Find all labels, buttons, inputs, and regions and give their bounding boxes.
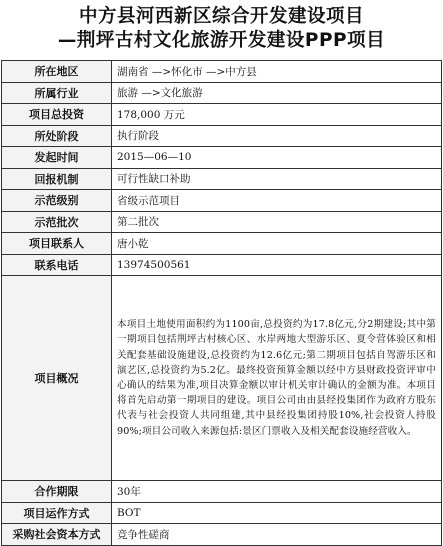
row-value: 唐小乾 — [112, 233, 442, 255]
table-row — [2, 481, 442, 503]
row-label: 所处阶段 — [2, 125, 112, 147]
row-value: 湖南省 —>怀化市 —>中方县 — [112, 61, 442, 83]
row-value: 2015—06—10 — [112, 147, 442, 169]
overview-label: 项目概况 — [2, 276, 112, 481]
row-label: 合作期限 — [2, 481, 112, 503]
table-row — [2, 524, 442, 546]
table-row — [2, 125, 442, 147]
table-row — [2, 61, 442, 83]
table-row — [2, 233, 442, 255]
title-line-2: —荆坪古村文化旅游开发建设PPP项目 — [57, 30, 386, 51]
row-value: 执行阶段 — [112, 125, 442, 147]
table-row — [2, 82, 442, 104]
row-label: 采购社会资本方式 — [2, 524, 112, 546]
row-label: 项目运作方式 — [2, 502, 112, 524]
row-label: 所在地区 — [2, 61, 112, 83]
row-label: 示范批次 — [2, 211, 112, 233]
row-value: BOT — [112, 502, 442, 524]
row-label: 联系电话 — [2, 254, 112, 276]
row-value: 旅游 —>文化旅游 — [112, 82, 442, 104]
row-label: 发起时间 — [2, 147, 112, 169]
project-info-table — [1, 60, 442, 546]
table-row — [2, 502, 442, 524]
row-value: 第二批次 — [112, 211, 442, 233]
row-label: 所属行业 — [2, 82, 112, 104]
table-row — [2, 190, 442, 212]
row-label: 示范级别 — [2, 190, 112, 212]
row-label: 回报机制 — [2, 168, 112, 190]
table-row — [2, 254, 442, 276]
table-row-overview — [2, 276, 442, 481]
row-value: 13974500561 — [112, 254, 442, 276]
table-row — [2, 147, 442, 169]
table-row — [2, 211, 442, 233]
row-value: 可行性缺口补助 — [112, 168, 442, 190]
title-line-1: 中方县河西新区综合开发建设项目 — [78, 6, 364, 27]
row-value: 30年 — [112, 481, 442, 503]
table-row — [2, 104, 442, 126]
row-label: 项目总投资 — [2, 104, 112, 126]
document-header — [0, 0, 443, 60]
row-label: 项目联系人 — [2, 233, 112, 255]
row-value: 竞争性磋商 — [112, 524, 442, 546]
row-value: 省级示范项目 — [112, 190, 442, 212]
row-value: 178,000 万元 — [112, 104, 442, 126]
table-row — [2, 168, 442, 190]
overview-text: 本项目土地使用面积约为1100亩,总投资约为17.8亿元,分2期建设;其中第一期项目包括荆坪古村核心区、水岸两地大型游乐区、夏令营体验区和相关配套基础设施建设,总投资约为12.6亿元;第二期项目包括自驾游乐区和演艺区,总投资约为5.2亿。最终投资预算金额以经中方县财政投资评审中心确认的结果为准,项目决算金额以审计机关审计确认的金额为准。本项目将首先启动第一期项目的建设。项目公司由由县经投集团作为政府方股东代表与社会投资人共同组建,其中县经投集团持股10%,社会投资人持股90%;项目公司收入来源包括:景区门票收入及相关配套设施经营收入。 — [112, 276, 442, 481]
